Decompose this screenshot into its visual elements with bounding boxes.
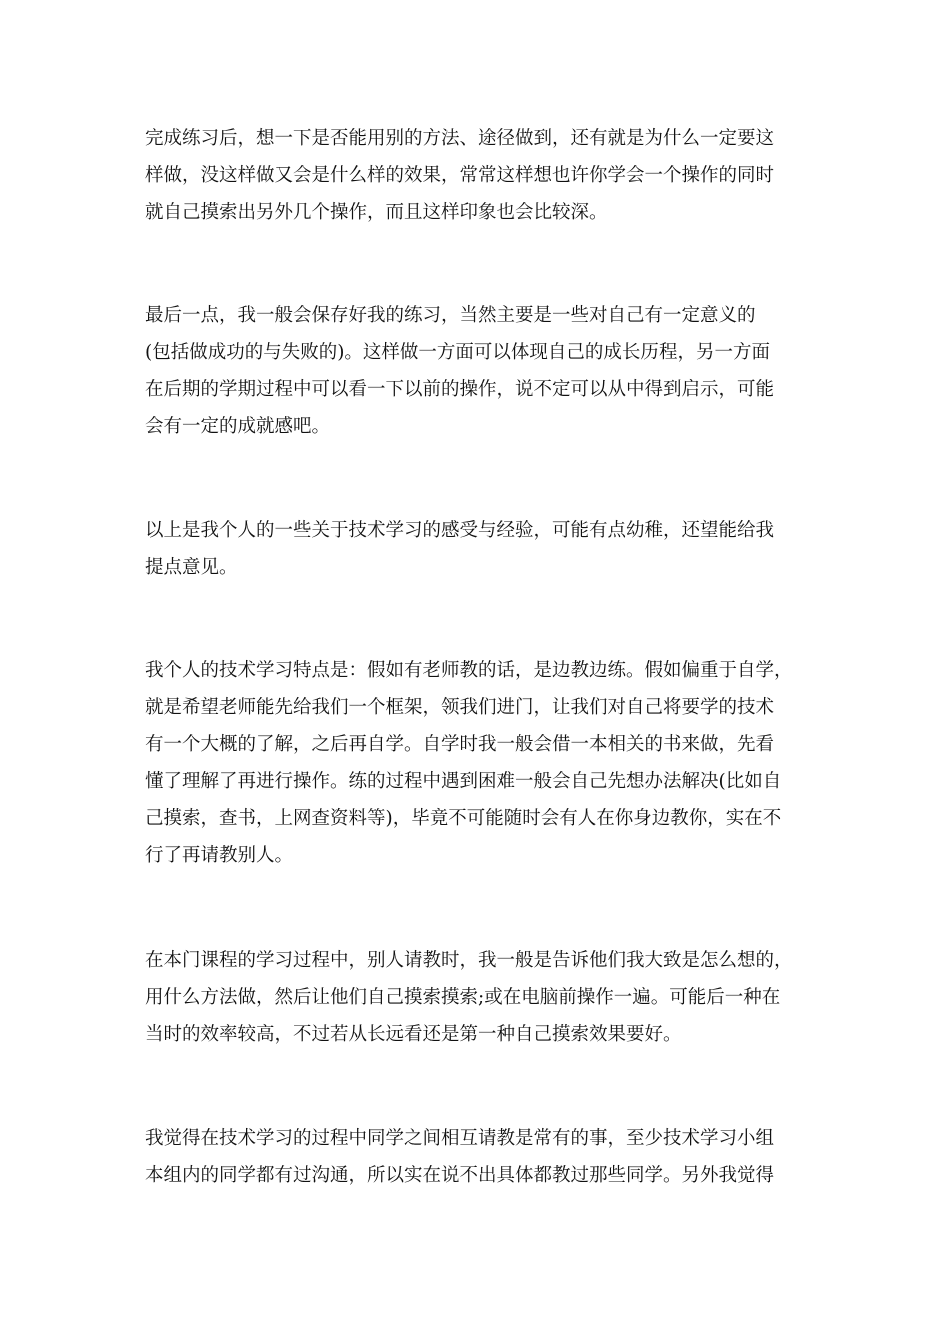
paragraph-summary	[145, 512, 810, 586]
text-line: 有一个大概的了解，之后再自学。自学时我一般会借一本相关的书来做，先看	[145, 734, 775, 755]
paragraph-peer-learning	[145, 1120, 810, 1194]
text-line: 本组内的同学都有过沟通，所以实在说不出具体都教过那些同学。另外我觉得	[145, 1165, 775, 1186]
text-line: 完成练习后，想一下是否能用别的方法、途径做到，还有就是为什么一定要这	[145, 128, 775, 149]
text-line: 就是希望老师能先给我们一个框架，领我们进门，让我们对自己将要学的技术	[145, 697, 775, 718]
text-line: (包括做成功的与失败的)。这样做一方面可以体现自己的成长历程，另一方面	[145, 342, 770, 363]
text-line: 最后一点，我一般会保存好我的练习，当然主要是一些对自己有一定意义的	[145, 305, 756, 326]
text-line: 用什么方法做，然后让他们自己摸索摸索;或在电脑前操作一遍。可能后一种在	[145, 987, 781, 1008]
text-line: 我觉得在技术学习的过程中同学之间相互请教是常有的事，至少技术学习小组	[145, 1128, 775, 1149]
text-line: 当时的效率较高，不过若从长远看还是第一种自己摸索效果要好。	[145, 1024, 682, 1045]
paragraph-save-practice	[145, 297, 810, 445]
text-line: 就自己摸索出另外几个操作，而且这样印象也会比较深。	[145, 202, 608, 223]
paragraph-helping-others	[145, 942, 810, 1053]
text-line: 以上是我个人的一些关于技术学习的感受与经验，可能有点幼稚，还望能给我	[145, 520, 775, 541]
text-line: 懂了理解了再进行操作。练的过程中遇到困难一般会自己先想办法解决(比如自	[145, 771, 782, 792]
text-line: 提点意见。	[145, 557, 238, 578]
paragraph-practice-reflection	[145, 120, 810, 231]
text-line: 样做，没这样做又会是什么样的效果，常常这样想也许你学会一个操作的同时	[145, 165, 775, 186]
text-line: 在本门课程的学习过程中，别人请教时，我一般是告诉他们我大致是怎么想的，	[145, 950, 793, 971]
paragraph-learning-style	[145, 652, 810, 874]
text-line: 在后期的学期过程中可以看一下以前的操作，说不定可以从中得到启示，可能	[145, 379, 775, 400]
text-line: 己摸索，查书，上网查资料等)，毕竟不可能随时会有人在你身边教你，实在不	[145, 808, 782, 829]
text-line: 我个人的技术学习特点是：假如有老师教的话，是边教边练。假如偏重于自学，	[145, 660, 793, 681]
text-line: 行了再请教别人。	[145, 845, 294, 866]
text-line: 会有一定的成就感吧。	[145, 416, 331, 437]
